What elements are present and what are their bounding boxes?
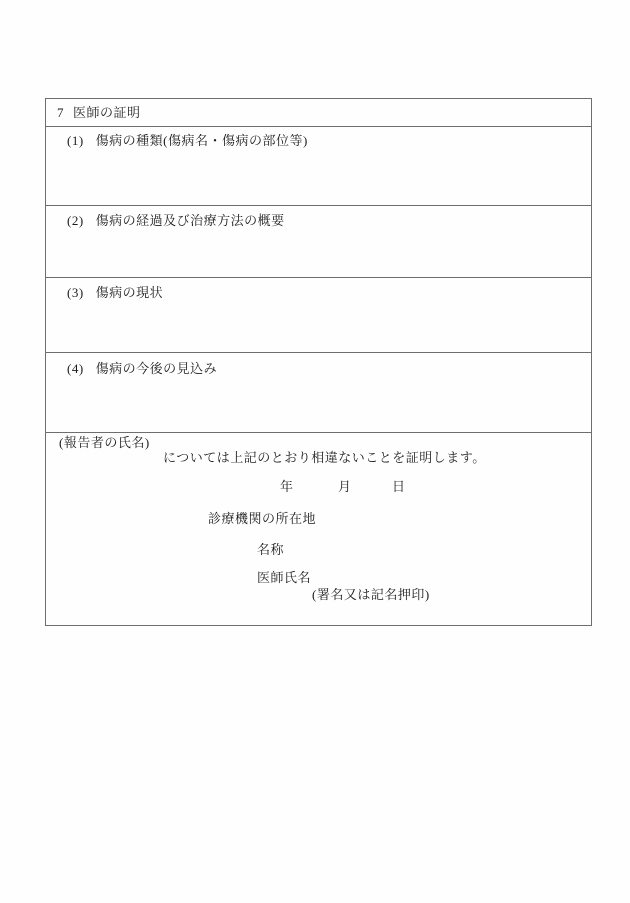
signature-note: (署名又は記名押印) bbox=[312, 587, 430, 602]
date-day-label: 日 bbox=[392, 479, 406, 494]
institution-address-label: 診療機関の所在地 bbox=[208, 511, 317, 526]
date-month-label: 月 bbox=[338, 479, 352, 494]
form-row-progress-treatment bbox=[46, 206, 591, 278]
row-number: (2) bbox=[67, 213, 84, 228]
row-label: 傷病の経過及び治療方法の概要 bbox=[95, 213, 285, 228]
doctor-name-label: 医師氏名 bbox=[257, 570, 312, 585]
form-row-injury-type bbox=[46, 127, 591, 206]
section-title: 医師の証明 bbox=[73, 105, 141, 120]
row-number: (1) bbox=[67, 133, 84, 148]
certification-statement: については上記のとおり相違ないことを証明します。 bbox=[163, 450, 486, 465]
date-year-label: 年 bbox=[280, 479, 294, 494]
form-row-future-outlook bbox=[46, 353, 591, 433]
row-label: 傷病の今後の見込み bbox=[95, 361, 218, 376]
row-label: 傷病の種類(傷病名・傷病の部位等) bbox=[95, 133, 308, 148]
form-row-current-condition bbox=[46, 278, 591, 353]
row-number: (4) bbox=[67, 361, 84, 376]
section-number: 7 bbox=[57, 105, 64, 120]
certification-block bbox=[46, 433, 591, 625]
row-number: (3) bbox=[67, 285, 84, 300]
institution-name-label: 名称 bbox=[257, 542, 285, 557]
reporter-name-label: (報告者の氏名) bbox=[59, 435, 150, 450]
section-header-row bbox=[46, 99, 591, 127]
doctor-certificate-table bbox=[45, 98, 592, 626]
row-label: 傷病の現状 bbox=[95, 285, 164, 300]
